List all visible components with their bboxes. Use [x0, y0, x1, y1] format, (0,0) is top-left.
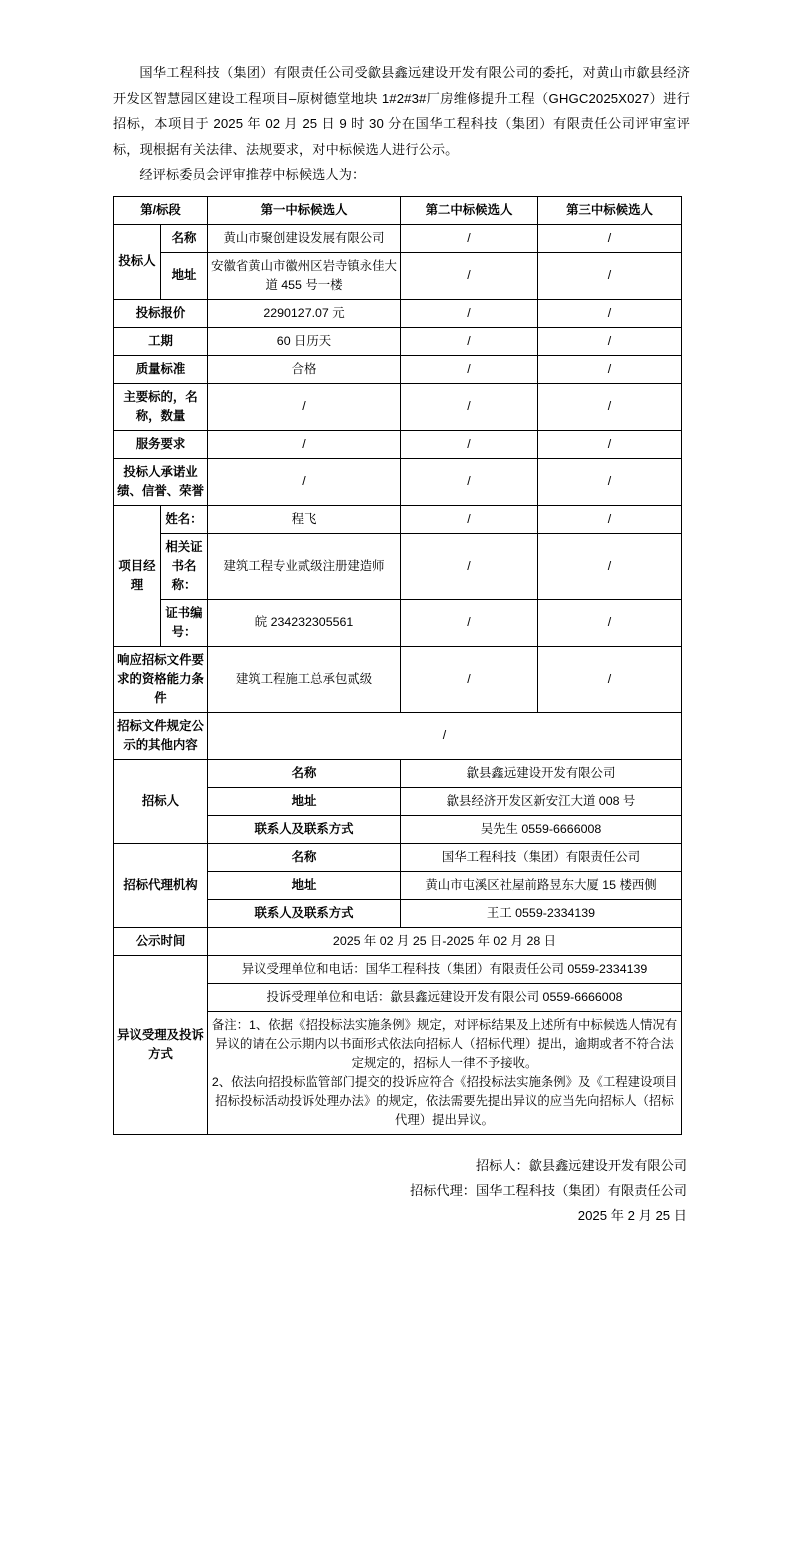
label-agency-name: 名称: [208, 843, 401, 871]
table-row-quality: [114, 355, 682, 383]
tenderer-name-value: 歙县鑫远建设开发有限公司: [401, 759, 682, 787]
label-tenderer-name: 名称: [208, 759, 401, 787]
bid-price-candidate-3: /: [538, 299, 682, 327]
table-row-service: [114, 430, 682, 458]
header-candidate-3: 第三中标候选人: [538, 196, 682, 224]
bidder-address-candidate-1: 安徽省黄山市徽州区岩寺镇永佳大道 455 号一楼: [208, 252, 401, 299]
tenderer-contact-value: 吴先生 0559-6666008: [401, 815, 682, 843]
table-row-objection-line-1: [114, 955, 682, 983]
qualification-candidate-2: /: [401, 646, 538, 712]
table-row-manager-certificate: [114, 533, 682, 599]
duration-candidate-1: 60 日历天: [208, 327, 401, 355]
intro-paragraph-2: 经评标委员会评审推荐中标候选人为：: [139, 167, 366, 182]
intro-section: [113, 60, 690, 188]
label-qualification: 响应招标文件要求的资格能力条件: [114, 646, 208, 712]
manager-certificate-number-candidate-3: /: [538, 599, 682, 646]
label-agency-contact: 联系人及联系方式: [208, 899, 401, 927]
table-row-manager-name: [114, 505, 682, 533]
service-candidate-1: /: [208, 430, 401, 458]
header-candidate-1: 第一中标候选人: [208, 196, 401, 224]
bidder-name-candidate-2: /: [401, 224, 538, 252]
label-bid-price: 投标报价: [114, 299, 208, 327]
agency-contact-value: 王工 0559-2334139: [401, 899, 682, 927]
manager-certificate-candidate-2: /: [401, 533, 538, 599]
quality-candidate-1: 合格: [208, 355, 401, 383]
service-candidate-2: /: [401, 430, 538, 458]
manager-name-candidate-2: /: [401, 505, 538, 533]
table-row-bidder-address: [114, 252, 682, 299]
manager-certificate-number-candidate-2: /: [401, 599, 538, 646]
complaint-acceptance-line: 投诉受理单位和电话：歙县鑫远建设开发有限公司 0559-6666008: [208, 983, 682, 1011]
header-section: 第/标段: [114, 196, 208, 224]
label-bidder-name: 名称: [161, 224, 208, 252]
subject-candidate-1: /: [208, 383, 401, 430]
label-duration: 工期: [114, 327, 208, 355]
quality-candidate-2: /: [401, 355, 538, 383]
bidder-address-candidate-3: /: [538, 252, 682, 299]
candidate-publicity-table: [113, 196, 682, 1135]
label-objection-group: 异议受理及投诉方式: [114, 955, 208, 1134]
table-row-agency-name: [114, 843, 682, 871]
label-manager-certificate-number: 证书编号：: [161, 599, 208, 646]
label-agency-group: 招标代理机构: [114, 843, 208, 927]
qualification-candidate-3: /: [538, 646, 682, 712]
label-agency-address: 地址: [208, 871, 401, 899]
agency-name-value: 国华工程科技（集团）有限责任公司: [401, 843, 682, 871]
label-manager-name: 姓名：: [161, 505, 208, 533]
label-quality: 质量标准: [114, 355, 208, 383]
commitment-candidate-1: /: [208, 458, 401, 505]
manager-name-candidate-1: 程飞: [208, 505, 401, 533]
intro-paragraph-1: 国华工程科技（集团）有限责任公司受歙县鑫远建设开发有限公司的委托，对黄山市歙县经济开发区智慧园区建设工程项目–原树德堂地块 1#2#3#厂房维修提升工程（GHGC2025X027）进行招标，本项目于 2025 年 02 月 25 日 9 时 30 分在国华工程科技（集团）有限责任公司评审室评标，现根据有关法律、法规要求，对中标候选人进行公示。: [113, 65, 690, 157]
agency-address-value: 黄山市屯溪区社屋前路昱东大厦 15 楼西侧: [401, 871, 682, 899]
bid-price-candidate-1: 2290127.07 元: [208, 299, 401, 327]
manager-certificate-candidate-3: /: [538, 533, 682, 599]
objection-note-2: 2、依法向招投标监管部门提交的投诉应符合《招投标法实施条例》及《工程建设项目招标投标活动投诉处理办法》的规定，依法需要先提出异议的应当先向招标人（招标代理）提出异议。: [211, 1074, 678, 1127]
publicity-period-value: 2025 年 02 月 25 日-2025 年 02 月 28 日: [208, 927, 682, 955]
objection-note-1: 备注：1、依据《招投标法实施条例》规定，对评标结果及上述所有中标候选人情况有异议的请在公示期内以书面形式依法向招标人（招标代理）提出，逾期或者不符合法定规定的，招标人一律不予接收。: [211, 1017, 678, 1070]
tenderer-address-value: 歙县经济开发区新安江大道 008 号: [401, 787, 682, 815]
bidder-name-candidate-1: 黄山市聚创建设发展有限公司: [208, 224, 401, 252]
service-candidate-3: /: [538, 430, 682, 458]
table-row-manager-certificate-number: [114, 599, 682, 646]
subject-candidate-3: /: [538, 383, 682, 430]
subject-candidate-2: /: [401, 383, 538, 430]
label-manager-certificate: 相关证书名称：: [161, 533, 208, 599]
objection-acceptance-line: 异议受理单位和电话：国华工程科技（集团）有限责任公司 0559-2334139: [208, 955, 682, 983]
header-candidate-2: 第二中标候选人: [401, 196, 538, 224]
label-publicity-period: 公示时间: [114, 927, 208, 955]
duration-candidate-3: /: [538, 327, 682, 355]
bidder-address-candidate-2: /: [401, 252, 538, 299]
manager-certificate-candidate-1: 建筑工程专业贰级注册建造师: [208, 533, 401, 599]
manager-name-candidate-3: /: [538, 505, 682, 533]
signature-block: [113, 1153, 690, 1228]
label-commitment: 投标人承诺业绩、信誉、荣誉: [114, 458, 208, 505]
table-row-commitment: [114, 458, 682, 505]
label-manager-group: 项目经理: [114, 505, 161, 646]
table-row-subject: [114, 383, 682, 430]
bidder-name-candidate-3: /: [538, 224, 682, 252]
table-row-qualification: [114, 646, 682, 712]
quality-candidate-3: /: [538, 355, 682, 383]
table-row-other-content: [114, 712, 682, 759]
table-row-bidder-name: [114, 224, 682, 252]
label-subject: 主要标的，名称，数量: [114, 383, 208, 430]
commitment-candidate-3: /: [538, 458, 682, 505]
label-bidder-address: 地址: [161, 252, 208, 299]
manager-certificate-number-candidate-1: 皖 234232305561: [208, 599, 401, 646]
table-row-publicity-period: [114, 927, 682, 955]
label-other-content: 招标文件规定公示的其他内容: [114, 712, 208, 759]
qualification-candidate-1: 建筑工程施工总承包贰级: [208, 646, 401, 712]
other-content-value: /: [208, 712, 682, 759]
objection-notes-cell: [208, 1011, 682, 1134]
label-tenderer-address: 地址: [208, 787, 401, 815]
label-bidder-group: 投标人: [114, 224, 161, 299]
label-service: 服务要求: [114, 430, 208, 458]
table-row-tenderer-name: [114, 759, 682, 787]
signature-tenderer: 招标人：歙县鑫远建设开发有限公司: [476, 1157, 687, 1173]
bid-price-candidate-2: /: [401, 299, 538, 327]
table-row-duration: [114, 327, 682, 355]
table-header-row: [114, 196, 682, 224]
signature-date: 2025 年 2 月 25 日: [577, 1207, 687, 1223]
duration-candidate-2: /: [401, 327, 538, 355]
table-row-bid-price: [114, 299, 682, 327]
commitment-candidate-2: /: [401, 458, 538, 505]
label-tenderer-contact: 联系人及联系方式: [208, 815, 401, 843]
signature-agency: 招标代理：国华工程科技（集团）有限责任公司: [410, 1182, 687, 1198]
label-tenderer-group: 招标人: [114, 759, 208, 843]
